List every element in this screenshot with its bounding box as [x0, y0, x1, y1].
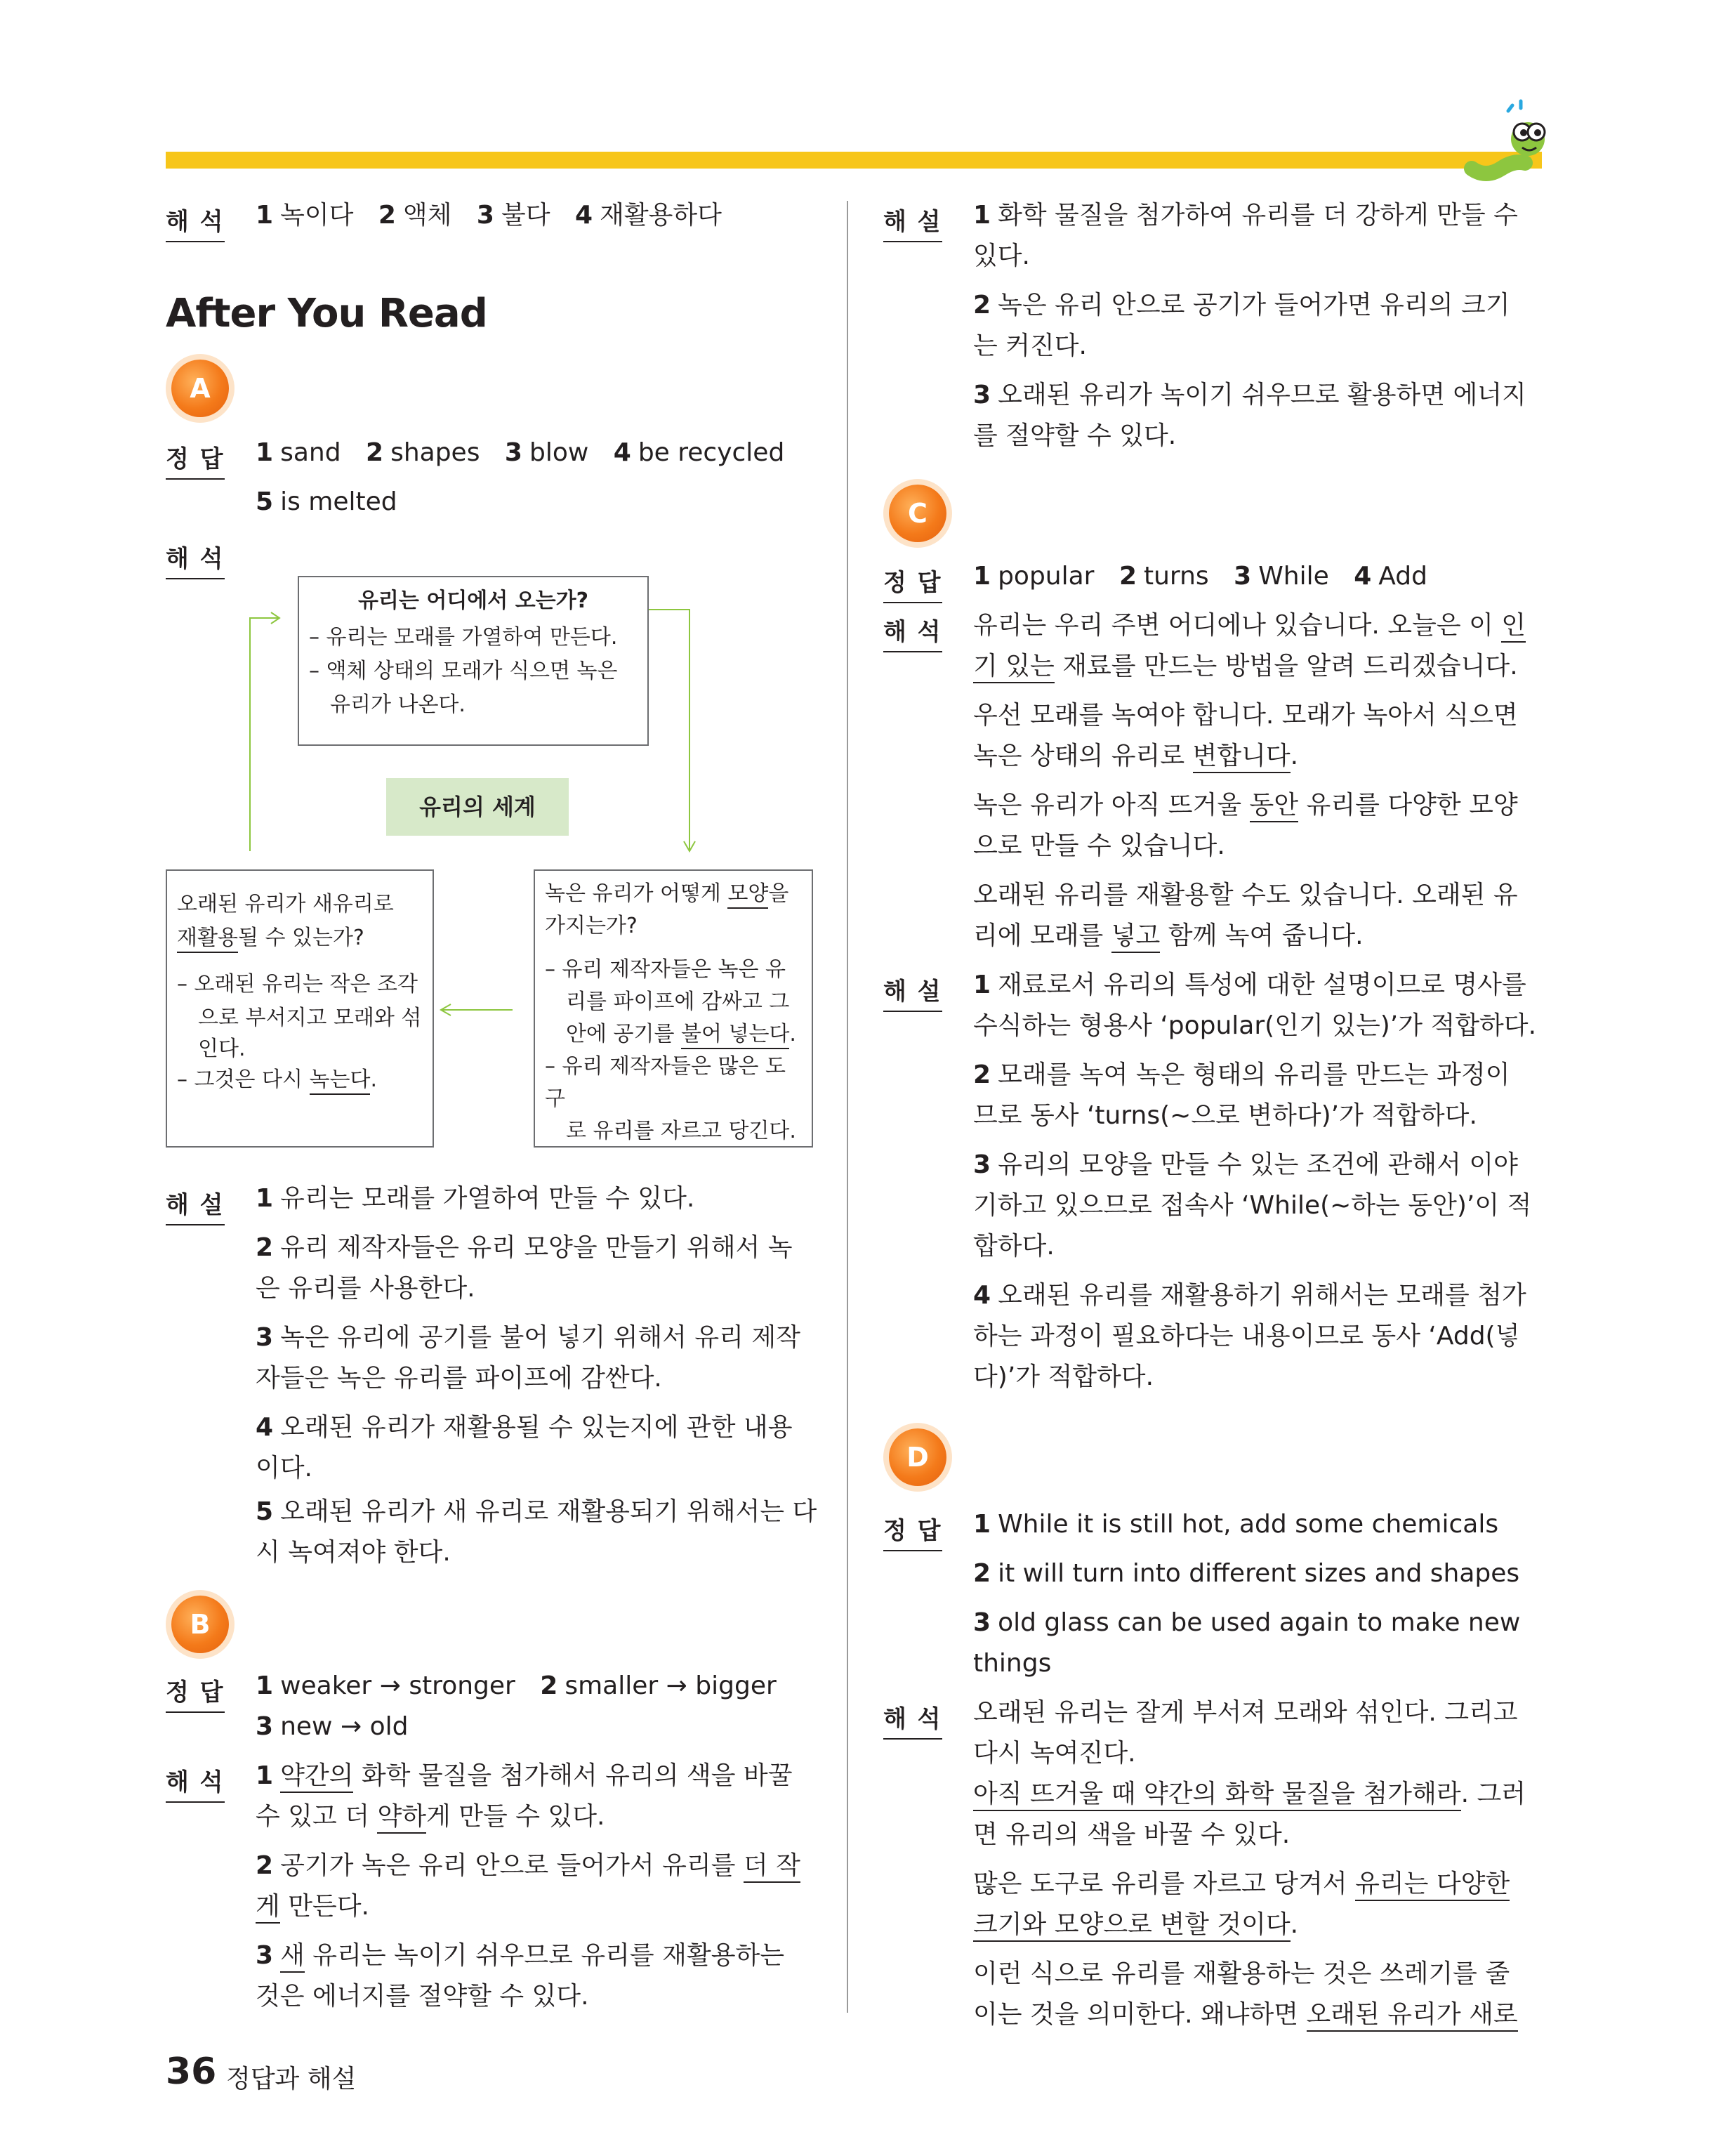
haeseol-item-cont: 은 유리를 사용한다.	[256, 1274, 475, 1303]
answers-b-line1: 1 weaker → stronger 2 smaller → bigger	[256, 1671, 777, 1700]
translation-line: 오래된 유리는 잘게 부서져 모래와 섞인다. 그리고	[973, 1698, 1518, 1727]
diagram-left-line: – 오래된 유리는 작은 조각	[177, 972, 418, 997]
header-bar	[166, 152, 1542, 169]
haeseol-item-cont: 수식하는 형용사 ‘popular(인기 있는)’가 적합하다.	[973, 1011, 1537, 1040]
haeseol-item: 1 재료로서 유리의 특성에 대한 설명이므로 명사를	[973, 971, 1526, 999]
haeseol-item-cont: 다)’가 적합하다.	[973, 1362, 1154, 1391]
page-number: 36	[166, 2051, 217, 2093]
answer-tag: 정 답	[166, 440, 225, 474]
diagram-right-line: 리를 파이프에 감싸고 그	[566, 990, 790, 1014]
diagram-left-question: 오래된 유리가 새유리로	[177, 892, 394, 916]
translation-line: 녹은 유리가 아직 뜨거울 동안 유리를 다양한 모양	[973, 785, 1518, 826]
haeseok-item: 3 새 유리는 녹이기 쉬우므로 유리를 재활용하는	[256, 1935, 784, 1976]
haeseol-item: 5 오래된 유리가 새 유리로 재활용되기 위해서는 다	[256, 1497, 817, 1526]
answers-b-line2: 3 new → old	[256, 1712, 409, 1741]
section-badge-b: B	[171, 1596, 229, 1653]
translation-line: 유리는 우리 주변 어디에나 있습니다. 오늘은 이 인	[973, 605, 1526, 646]
column-divider	[847, 201, 848, 2013]
answers-a-line1: 1 sand 2 shapes 3 blow 4 be recycled	[256, 438, 785, 467]
diagram-left-line: 인다.	[198, 1037, 246, 1061]
haeseol-item-cont: 하는 과정이 필요하다는 내용이므로 동사 ‘Add(넣	[973, 1322, 1520, 1350]
haeseol-item-cont: 는 커진다.	[973, 331, 1087, 360]
diagram-top-line: 유리가 나온다.	[330, 692, 466, 717]
section-heading: After You Read	[166, 291, 487, 336]
translation-line: 오래된 유리를 재활용할 수도 있습니다. 오래된 유	[973, 881, 1518, 909]
page-footer-label: 정답과 해설	[226, 2065, 357, 2093]
answer-d: 3 old glass can be used again to make new	[973, 1608, 1521, 1637]
diagram-right-line: 로 유리를 자르고 당긴다.	[566, 1119, 796, 1143]
diagram-right-line: – 유리 제작자들은 많은 도구	[545, 1054, 786, 1111]
section-badge-a: A	[171, 360, 229, 417]
haeseol-item-cont: 므로 동사 ‘turns(~으로 변하다)’가 적합하다.	[973, 1101, 1477, 1130]
answers-c: 1 popular 2 turns 3 While 4 Add	[973, 562, 1427, 591]
haeseok-tag: 해 석	[883, 1700, 942, 1734]
diagram-left-question: 재활용될 수 있는가?	[177, 921, 423, 955]
diagram-top-title: 유리는 어디에서 오는가?	[357, 589, 589, 613]
haeseok-item-cont: 것은 에너지를 절약할 수 있다.	[256, 1982, 589, 2011]
vocab-answers: 1 녹이다 2 액체 3 불다 4 재활용하다	[256, 201, 722, 230]
answer-tag: 정 답	[883, 563, 942, 598]
diagram-right-box	[534, 869, 813, 1148]
diagram-top-line: – 유리는 모래를 가열하여 만든다.	[309, 625, 618, 650]
haeseok-item: 2 공기가 녹은 유리 안으로 들어가서 유리를 더 작	[256, 1846, 800, 1886]
translation-line: 많은 도구로 유리를 자르고 당겨서 유리는 다양한	[973, 1864, 1510, 1905]
diagram-left-line: – 그것은 다시 녹는다.	[177, 1063, 423, 1097]
haeseol-item-cont: 를 절약할 수 있다.	[973, 421, 1177, 450]
haeseol-item-cont: 기하고 있으므로 접속사 ‘While(~하는 동안)’이 적	[973, 1191, 1532, 1220]
haeseol-item-cont: 자들은 녹은 유리를 파이프에 감싼다.	[256, 1364, 662, 1393]
haeseok-tag: 해 석	[883, 612, 942, 647]
diagram-left-box	[166, 869, 434, 1148]
diagram-right-question: 녹은 유리가 어떻게 모양을	[545, 878, 802, 910]
haeseol-tag: 해 설	[166, 1185, 225, 1220]
haeseol-item: 4 오래된 유리를 재활용하기 위해서는 모래를 첨가	[973, 1281, 1526, 1310]
haeseok-item-cont: 수 있고 더 약하게 만들 수 있다.	[256, 1796, 605, 1837]
answer-d: 1 While it is still hot, add some chemicals	[973, 1510, 1499, 1539]
haeseok-tag: 해 석	[166, 1763, 225, 1797]
haeseok-tag: 해 석	[166, 202, 225, 237]
haeseol-item-cont: 있다.	[973, 242, 1030, 270]
diagram-center-label: 유리의 세계	[386, 778, 569, 836]
haeseol-item-cont: 이다.	[256, 1454, 312, 1483]
answer-tag: 정 답	[166, 1673, 225, 1707]
translation-line: 이는 것을 의미한다. 왜냐하면 오래된 유리가 새로	[973, 1994, 1518, 2035]
translation-line: 기 있는 재료를 만드는 방법을 알려 드리겠습니다.	[973, 646, 1518, 687]
translation-line: 이런 식으로 유리를 재활용하는 것은 쓰레기를 줄	[973, 1959, 1510, 1988]
haeseol-tag: 해 설	[883, 202, 942, 237]
answers-a-line2: 5 is melted	[256, 487, 397, 516]
haeseol-item-cont: 시 녹여져야 한다.	[256, 1538, 451, 1567]
translation-line: 면 유리의 색을 바꿀 수 있다.	[973, 1820, 1291, 1849]
haeseol-tag: 해 설	[883, 972, 942, 1006]
worm-mascot-icon	[1458, 96, 1549, 187]
haeseol-item-cont: 합하다.	[973, 1232, 1055, 1261]
haeseok-item-cont: 게 만든다.	[256, 1886, 369, 1927]
haeseol-item: 3 오래된 유리가 녹이기 쉬우므로 활용하면 에너지	[973, 381, 1526, 409]
haeseol-item: 1 유리는 모래를 가열하여 만들 수 있다.	[256, 1184, 695, 1213]
diagram-top-box	[298, 576, 649, 746]
haeseok-item: 1 약간의 화학 물질을 첨가해서 유리의 색을 바꿀	[256, 1756, 792, 1796]
section-badge-d: D	[889, 1428, 946, 1486]
section-badge-c: C	[889, 485, 946, 542]
haeseol-item: 2 유리 제작자들은 유리 모양을 만들기 위해서 녹	[256, 1233, 793, 1262]
answer-d: 2 it will turn into different sizes and shapes	[973, 1559, 1520, 1588]
answer-tag: 정 답	[883, 1511, 942, 1546]
translation-line: 크기와 모양으로 변할 것이다.	[973, 1905, 1298, 1945]
translation-line: 우선 모래를 녹여야 합니다. 모래가 녹아서 식으면	[973, 701, 1518, 730]
translation-line: 아직 뜨거울 때 약간의 화학 물질을 첨가해라. 그러	[973, 1774, 1526, 1815]
diagram-right-line: – 유리 제작자들은 녹은 유	[545, 957, 786, 982]
translation-line: 녹은 상태의 유리로 변합니다.	[973, 736, 1298, 777]
diagram-right-line: 안에 공기를 불어 넣는다.	[545, 1018, 802, 1051]
diagram-right-question: 가지는가?	[545, 914, 638, 938]
translation-line: 다시 녹여진다.	[973, 1739, 1136, 1768]
haeseol-item: 2 녹은 유리 안으로 공기가 들어가면 유리의 크기	[973, 291, 1510, 320]
answer-d-cont: things	[973, 1649, 1052, 1678]
translation-line: 리에 모래를 넣고 함께 녹여 줍니다.	[973, 916, 1364, 957]
haeseol-item: 3 녹은 유리에 공기를 불어 넣기 위해서 유리 제작	[256, 1323, 800, 1352]
diagram-left-line: 으로 부서지고 모래와 섞	[198, 1006, 422, 1030]
diagram-top-line: – 액체 상태의 모래가 식으면 녹은	[309, 659, 618, 683]
haeseok-tag: 해 석	[166, 539, 225, 574]
haeseol-item: 4 오래된 유리가 재활용될 수 있는지에 관한 내용	[256, 1413, 793, 1442]
haeseol-item: 3 유리의 모양을 만들 수 있는 조건에 관해서 이야	[973, 1150, 1518, 1179]
translation-line: 으로 만들 수 있습니다.	[973, 831, 1225, 860]
haeseol-item: 1 화학 물질을 첨가하여 유리를 더 강하게 만들 수	[973, 201, 1518, 230]
haeseol-item: 2 모래를 녹여 녹은 형태의 유리를 만드는 과정이	[973, 1060, 1510, 1089]
